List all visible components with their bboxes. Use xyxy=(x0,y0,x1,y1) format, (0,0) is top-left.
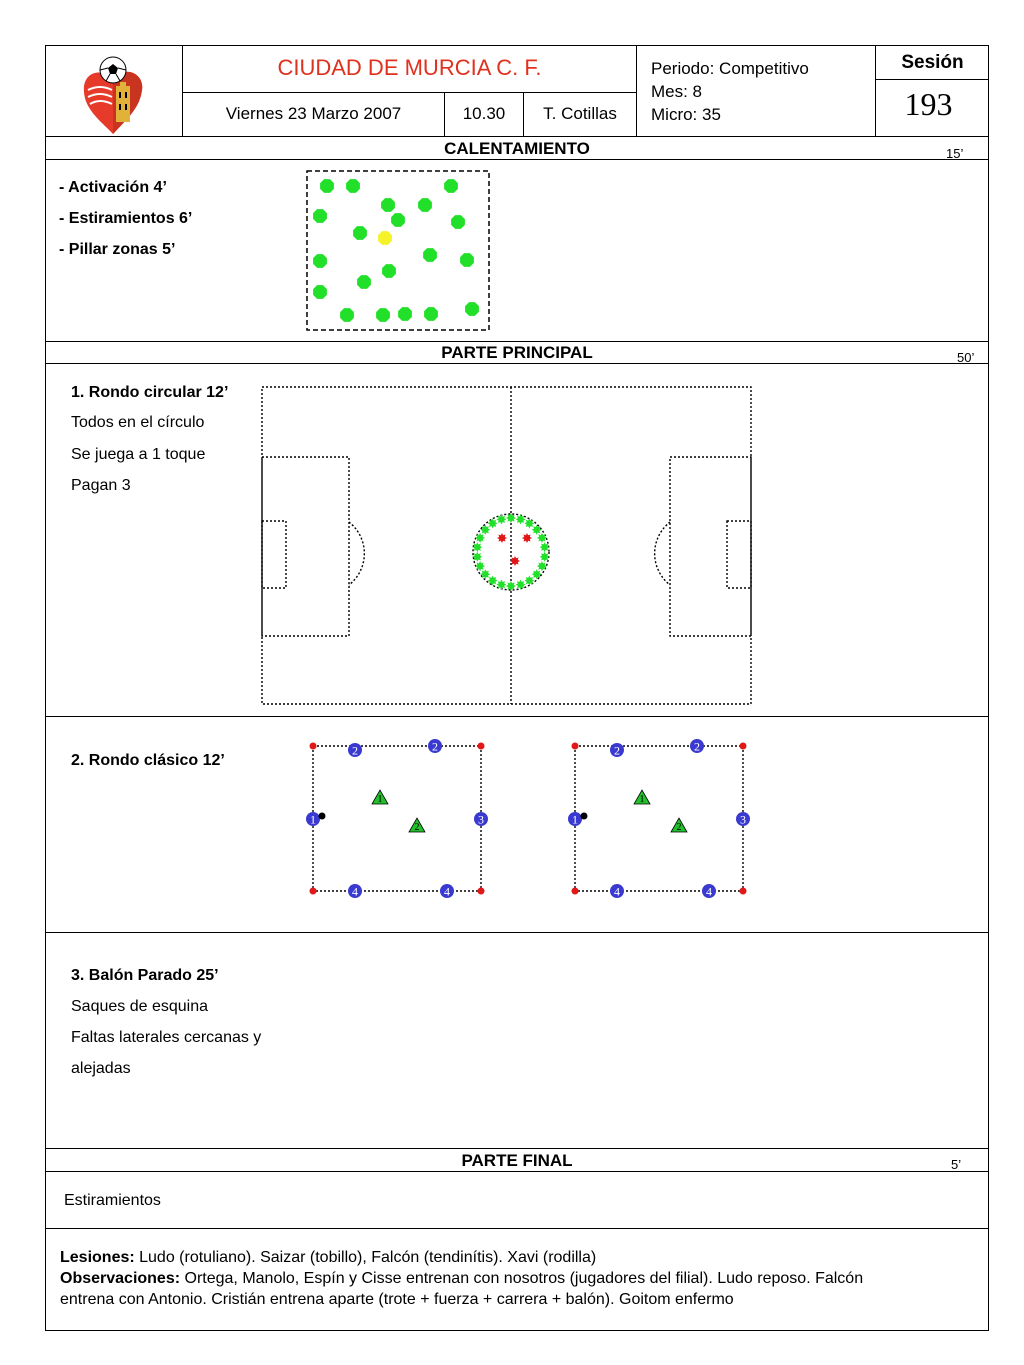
defender-number: 1 xyxy=(639,794,645,805)
drill1-line: Todos en el círculo xyxy=(71,414,205,431)
player-green xyxy=(516,580,526,590)
player-yellow xyxy=(378,231,392,245)
player-green xyxy=(423,248,437,262)
section-line xyxy=(45,716,989,717)
cone-marker xyxy=(740,888,747,895)
player-green xyxy=(376,308,390,322)
player-number: 2 xyxy=(432,739,438,754)
observaciones-text-2: entrena con Antonio. Cristián entrena aparte (trote + fuerza + carrera + balón). Goitom enfermo xyxy=(60,1291,734,1308)
player-green xyxy=(540,542,550,552)
cone-marker xyxy=(310,743,317,750)
player-number: 2 xyxy=(614,743,620,758)
defender-number: 1 xyxy=(377,794,383,805)
player-green xyxy=(488,518,498,528)
section-line xyxy=(45,341,989,342)
warmup-item: - Estiramientos 6’ xyxy=(59,210,193,227)
drill2-title: 2. Rondo clásico 12’ xyxy=(71,752,225,769)
player-number: 1 xyxy=(310,812,316,827)
warmup-duration: 15’ xyxy=(946,146,964,161)
player-green xyxy=(382,264,396,278)
header-bottom-line xyxy=(45,136,989,137)
football-pitch-diagram xyxy=(255,380,760,710)
player-number: 3 xyxy=(478,812,484,827)
warmup-title: CALENTAMIENTO xyxy=(444,139,590,158)
player-green xyxy=(480,569,490,579)
rondo-field xyxy=(575,743,743,891)
rondo-square xyxy=(568,739,750,899)
player-number: 2 xyxy=(694,739,700,754)
player-green xyxy=(524,518,534,528)
rondo-square xyxy=(306,739,488,899)
final-title: PARTE FINAL xyxy=(461,1151,573,1170)
pitch-outline xyxy=(262,387,751,704)
final-duration: 5’ xyxy=(951,1157,962,1172)
rondo-field xyxy=(313,743,481,891)
player-green xyxy=(353,226,367,240)
player-red xyxy=(522,533,532,543)
player-green xyxy=(313,254,327,268)
player-green xyxy=(524,576,534,586)
section-line xyxy=(45,1171,989,1172)
observaciones-label: Observaciones: xyxy=(60,1270,181,1287)
player-green xyxy=(398,307,412,321)
ball xyxy=(319,813,326,820)
drill1-title: 1. Rondo circular 12’ xyxy=(71,384,229,401)
header-divider xyxy=(875,79,989,80)
main-title: PARTE PRINCIPAL xyxy=(441,343,593,362)
warmup-zone xyxy=(307,171,489,330)
defender-number: 2 xyxy=(414,822,420,833)
player-red xyxy=(497,533,507,543)
mes-label: Mes: 8 xyxy=(651,82,703,101)
player-green xyxy=(451,215,465,229)
cone-marker xyxy=(740,743,747,750)
right-penalty-arc xyxy=(655,522,670,585)
club-crest-icon xyxy=(80,50,146,136)
player-green xyxy=(475,561,485,571)
player-green xyxy=(506,581,516,591)
player-number: 4 xyxy=(352,884,358,899)
rondo-classic-diagram xyxy=(300,732,770,907)
player-green xyxy=(480,525,490,535)
player-green xyxy=(537,533,547,543)
observaciones-text: Ortega, Manolo, Espín y Cisse entrenan con nosotros (jugadores del filial). Ludo reposo. Falcón xyxy=(180,1270,864,1287)
section-line xyxy=(45,159,989,160)
player-red xyxy=(510,556,520,566)
player-green xyxy=(472,552,482,562)
player-green xyxy=(346,179,360,193)
cone-marker xyxy=(310,888,317,895)
session-date: Viernes 23 Marzo 2007 xyxy=(225,104,402,123)
player-number: 4 xyxy=(444,884,450,899)
player-green xyxy=(472,542,482,552)
player-green xyxy=(506,513,516,523)
drill3-title: 3. Balón Parado 25’ xyxy=(71,967,219,984)
coach-name: T. Cotillas xyxy=(543,104,617,123)
player-green xyxy=(320,179,334,193)
player-number: 4 xyxy=(706,884,712,899)
club-crest xyxy=(80,50,146,136)
drill3-line: Faltas laterales cercanas y xyxy=(71,1029,262,1046)
player-green xyxy=(340,308,354,322)
warmup-item: - Pillar zonas 5’ xyxy=(59,241,176,258)
player-green xyxy=(418,198,432,212)
ball xyxy=(581,813,588,820)
player-green xyxy=(488,576,498,586)
section-line xyxy=(45,1228,989,1229)
player-green xyxy=(357,275,371,289)
session-number: 193 xyxy=(904,86,953,122)
player-number: 2 xyxy=(352,743,358,758)
player-number: 1 xyxy=(572,812,578,827)
drill1-line: Se juega a 1 toque xyxy=(71,446,206,463)
right-goal-area xyxy=(727,521,751,588)
session-time: 10.30 xyxy=(462,104,506,123)
left-goal-area xyxy=(262,521,286,588)
player-green xyxy=(444,179,458,193)
main-duration: 50’ xyxy=(957,350,975,365)
drill3-line: alejadas xyxy=(71,1060,131,1077)
micro-label: Micro: 35 xyxy=(651,105,721,124)
player-green xyxy=(537,561,547,571)
section-line xyxy=(45,1148,989,1149)
right-penalty-area xyxy=(670,457,751,636)
header-divider xyxy=(636,45,637,136)
warmup-item: - Activación 4’ xyxy=(59,179,167,196)
session-label: Sesión xyxy=(901,52,964,73)
cone-marker xyxy=(478,743,485,750)
player-green xyxy=(532,525,542,535)
section-line xyxy=(45,932,989,933)
drill1-line: Pagan 3 xyxy=(71,477,131,494)
player-green xyxy=(313,285,327,299)
player-green xyxy=(424,307,438,321)
player-green xyxy=(460,253,474,267)
lesiones-label: Lesiones: xyxy=(60,1249,135,1266)
player-green xyxy=(313,209,327,223)
cone-marker xyxy=(572,743,579,750)
club-name: CIUDAD DE MURCIA C. F. xyxy=(277,55,542,80)
cone-marker xyxy=(478,888,485,895)
header-divider xyxy=(182,92,636,93)
lesiones-text: Ludo (rotuliano). Saizar (tobillo), Falcón (tendinítis). Xavi (rodilla) xyxy=(134,1249,597,1266)
drill3-line: Saques de esquina xyxy=(71,998,208,1015)
defender-number: 2 xyxy=(676,822,682,833)
section-line xyxy=(45,363,989,364)
player-green xyxy=(381,198,395,212)
player-green xyxy=(391,213,405,227)
player-number: 4 xyxy=(614,884,620,899)
left-penalty-arc xyxy=(349,522,364,585)
cone-marker xyxy=(572,888,579,895)
player-green xyxy=(532,569,542,579)
warmup-diagram xyxy=(300,165,500,337)
player-number: 3 xyxy=(740,812,746,827)
periodo-label: Periodo: Competitivo xyxy=(651,59,809,78)
observaciones-row xyxy=(60,1270,863,1288)
final-text: Estiramientos xyxy=(64,1192,161,1209)
player-green xyxy=(475,533,485,543)
left-penalty-area xyxy=(262,457,349,636)
player-green xyxy=(465,302,479,316)
lesiones-row xyxy=(60,1249,596,1267)
